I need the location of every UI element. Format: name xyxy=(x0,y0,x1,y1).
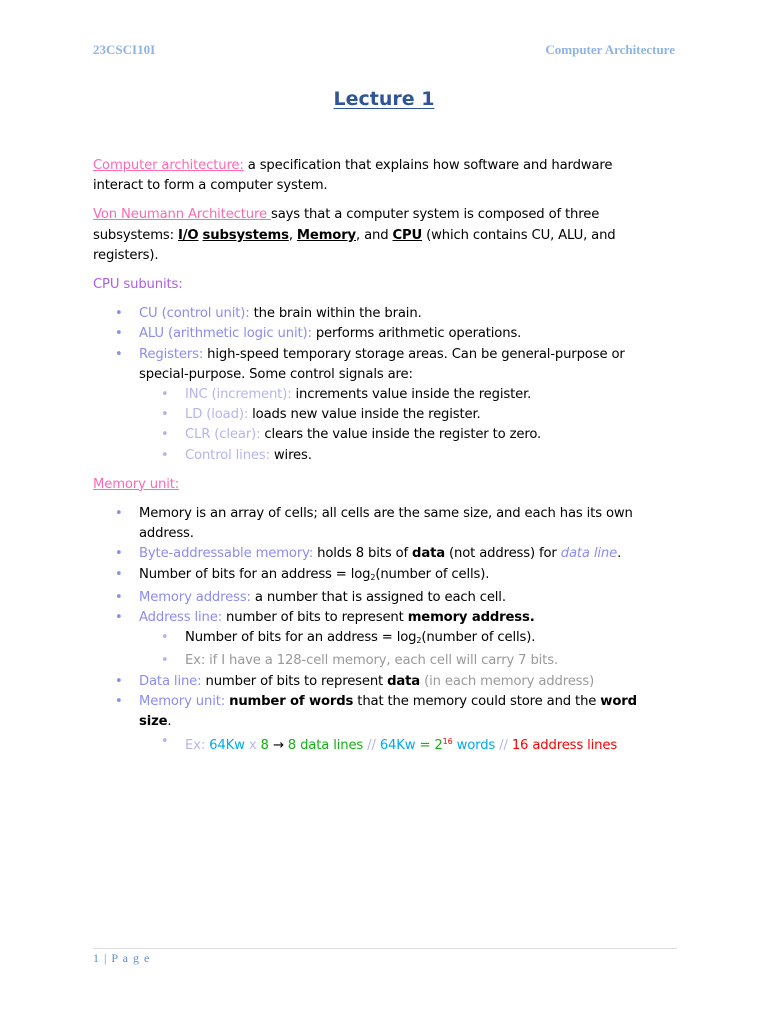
cpu-subunits-list xyxy=(93,304,653,466)
page-header xyxy=(93,42,675,58)
address-line-sublist xyxy=(139,628,653,671)
page-number: 1 | P a g e xyxy=(93,951,151,965)
footer-divider xyxy=(93,948,677,949)
list-item: • Data line: number of bits to represent data (in each memory address) xyxy=(93,672,653,692)
definition-computer-architecture: Computer architecture: a specification that explains how software and hardware interact to form a computer system. xyxy=(93,158,613,194)
memory-unit-list xyxy=(93,504,653,756)
course-code: 23CSCI10I xyxy=(93,42,156,57)
memory-unit-heading: Memory unit: xyxy=(93,476,180,492)
cpu-subunits-heading: CPU subunits: xyxy=(93,277,183,293)
list-item: • CLR (clear): clears the value inside the register to zero. xyxy=(139,425,653,445)
list-item: • Control lines: wires. xyxy=(139,446,653,466)
list-item: • Ex: 64Kw x 8 → 8 data lines // $64Kw = 2^{16}$ words // 16 address lines xyxy=(139,732,653,756)
list-item: • Memory address: a number that is assigned to each cell. xyxy=(93,588,653,608)
list-item: • Memory is an array of cells; all cells are the same size, and each has its own address. xyxy=(93,504,653,544)
arrow-right-icon: → xyxy=(268,738,288,754)
list-item: • Memory unit: number of words that the memory could store and the word size. • Ex: 64Kw x 8 → 8 data lines // $64Kw = 2^{16}$ words // 16 address lines xyxy=(93,692,653,757)
definition-von-neumann: Von Neumann Architecture says that a computer system is composed of three subsystems: I/O subsystems, Memory, and CPU (which contains CU, ALU, and registers). xyxy=(93,207,616,263)
list-item: • Byte-addressable memory: holds 8 bits of data (not address) for data line. xyxy=(93,544,653,564)
list-item: • Ex: if I have a 128-cell memory, each cell will carry 7 bits. xyxy=(139,651,653,671)
term: Von Neumann Architecture xyxy=(93,207,271,223)
document-body xyxy=(93,156,653,765)
list-item: • ALU (arithmetic logic unit): performs arithmetic operations. xyxy=(93,324,653,344)
list-item: • LD (load): loads new value inside the register. xyxy=(139,405,653,425)
term: Computer architecture: xyxy=(93,158,244,173)
course-name: Computer Architecture xyxy=(545,42,675,57)
list-item: • INC (increment): increments value inside the register. xyxy=(139,385,653,405)
list-item: • CU (control unit): the brain within the brain. xyxy=(93,304,653,324)
list-item: • Number of bits for an address = $\log_2(number$ of cells). xyxy=(93,565,653,588)
page-title: Lecture 1 xyxy=(333,88,435,110)
list-item: • Number of bits for an address = $\log_2(number$ of cells). xyxy=(139,628,653,651)
list-item: • Address line: number of bits to represent memory address. • Number of bits for an address = $\log_2(number$ of cells). • Ex: if I have a 128-cell memory, each cell will carry 7 bits. xyxy=(93,608,653,672)
list-item: • Registers: high-speed temporary storage areas. Can be general-purpose or special-purpose. Some control signals are: • INC (increment): increments value inside the register. • LD (load): loads new value inside the register. • CLR (clear): clears the value inside the register to zero. • Control lines: wires. xyxy=(93,345,653,466)
memory-example-sublist xyxy=(139,732,653,756)
control-signals-list xyxy=(139,385,653,466)
